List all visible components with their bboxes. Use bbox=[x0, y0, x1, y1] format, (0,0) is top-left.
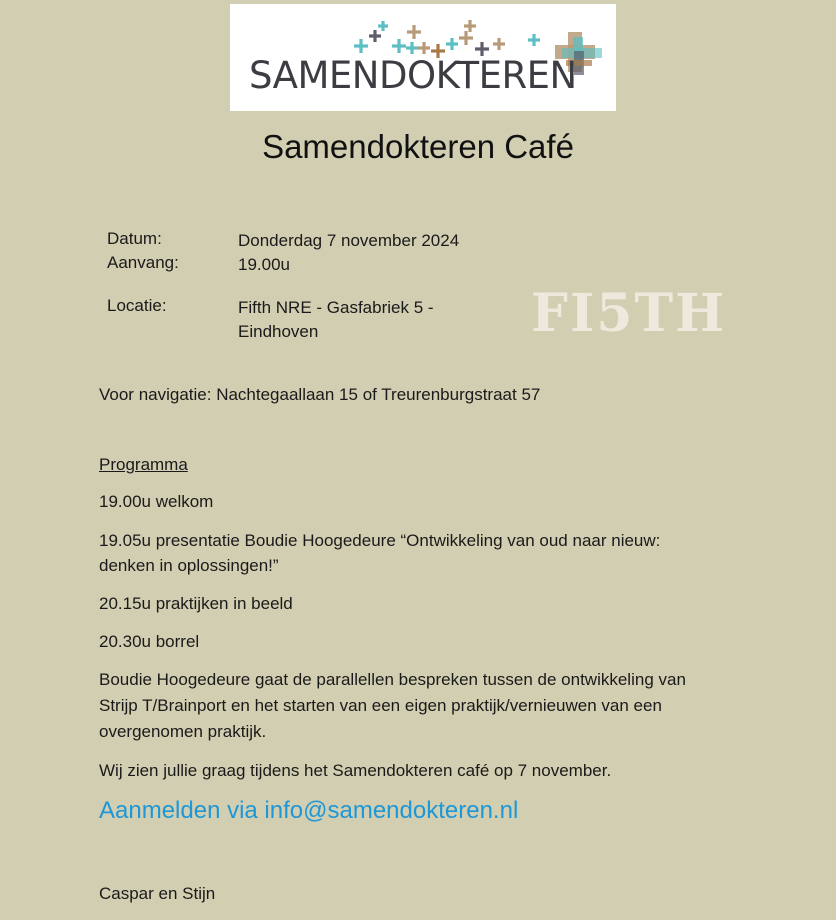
date-label: Datum: bbox=[107, 229, 162, 248]
page-title: Samendokteren Café bbox=[262, 128, 574, 165]
samendokteren-logo bbox=[230, 4, 616, 111]
signature: Caspar en Stijn bbox=[99, 884, 216, 903]
start-value: 19.00u bbox=[238, 255, 290, 274]
location-value-line1: Fifth NRE - Gasfabriek 5 - bbox=[238, 298, 434, 317]
signup-link[interactable]: Aanmelden via info@samendokteren.nl bbox=[99, 797, 519, 824]
program-item: 20.15u praktijken in beeld bbox=[99, 594, 293, 613]
program-item: 20.30u borrel bbox=[99, 632, 200, 651]
description-line: overgenomen praktijk. bbox=[99, 722, 267, 741]
fifth-venue-logo: FI5TH bbox=[531, 283, 727, 344]
navigation-text: Voor navigatie: Nachtegaallaan 15 of Treurenburgstraat 57 bbox=[99, 385, 541, 404]
program-item: denken in oplossingen!” bbox=[99, 556, 279, 575]
logo-text: SAMENDOKTEREN bbox=[249, 54, 577, 97]
date-value: Donderdag 7 november 2024 bbox=[238, 231, 460, 250]
description-line: Boudie Hoogedeure gaat de parallellen bespreken tussen de ontwikkeling van bbox=[99, 670, 686, 689]
closing-text: Wij zien jullie graag tijdens het Samendokteren café op 7 november. bbox=[99, 761, 612, 780]
start-label: Aanvang: bbox=[107, 253, 179, 272]
description-line: Strijp T/Brainport en het starten van een eigen praktijk/vernieuwen van een bbox=[99, 696, 662, 715]
program-heading: Programma bbox=[99, 455, 188, 474]
location-label: Locatie: bbox=[107, 296, 167, 315]
program-item: 19.00u welkom bbox=[99, 492, 214, 511]
location-value-line2: Eindhoven bbox=[238, 322, 319, 341]
program-item: 19.05u presentatie Boudie Hoogedeure “Ontwikkeling van oud naar nieuw: bbox=[99, 531, 661, 550]
